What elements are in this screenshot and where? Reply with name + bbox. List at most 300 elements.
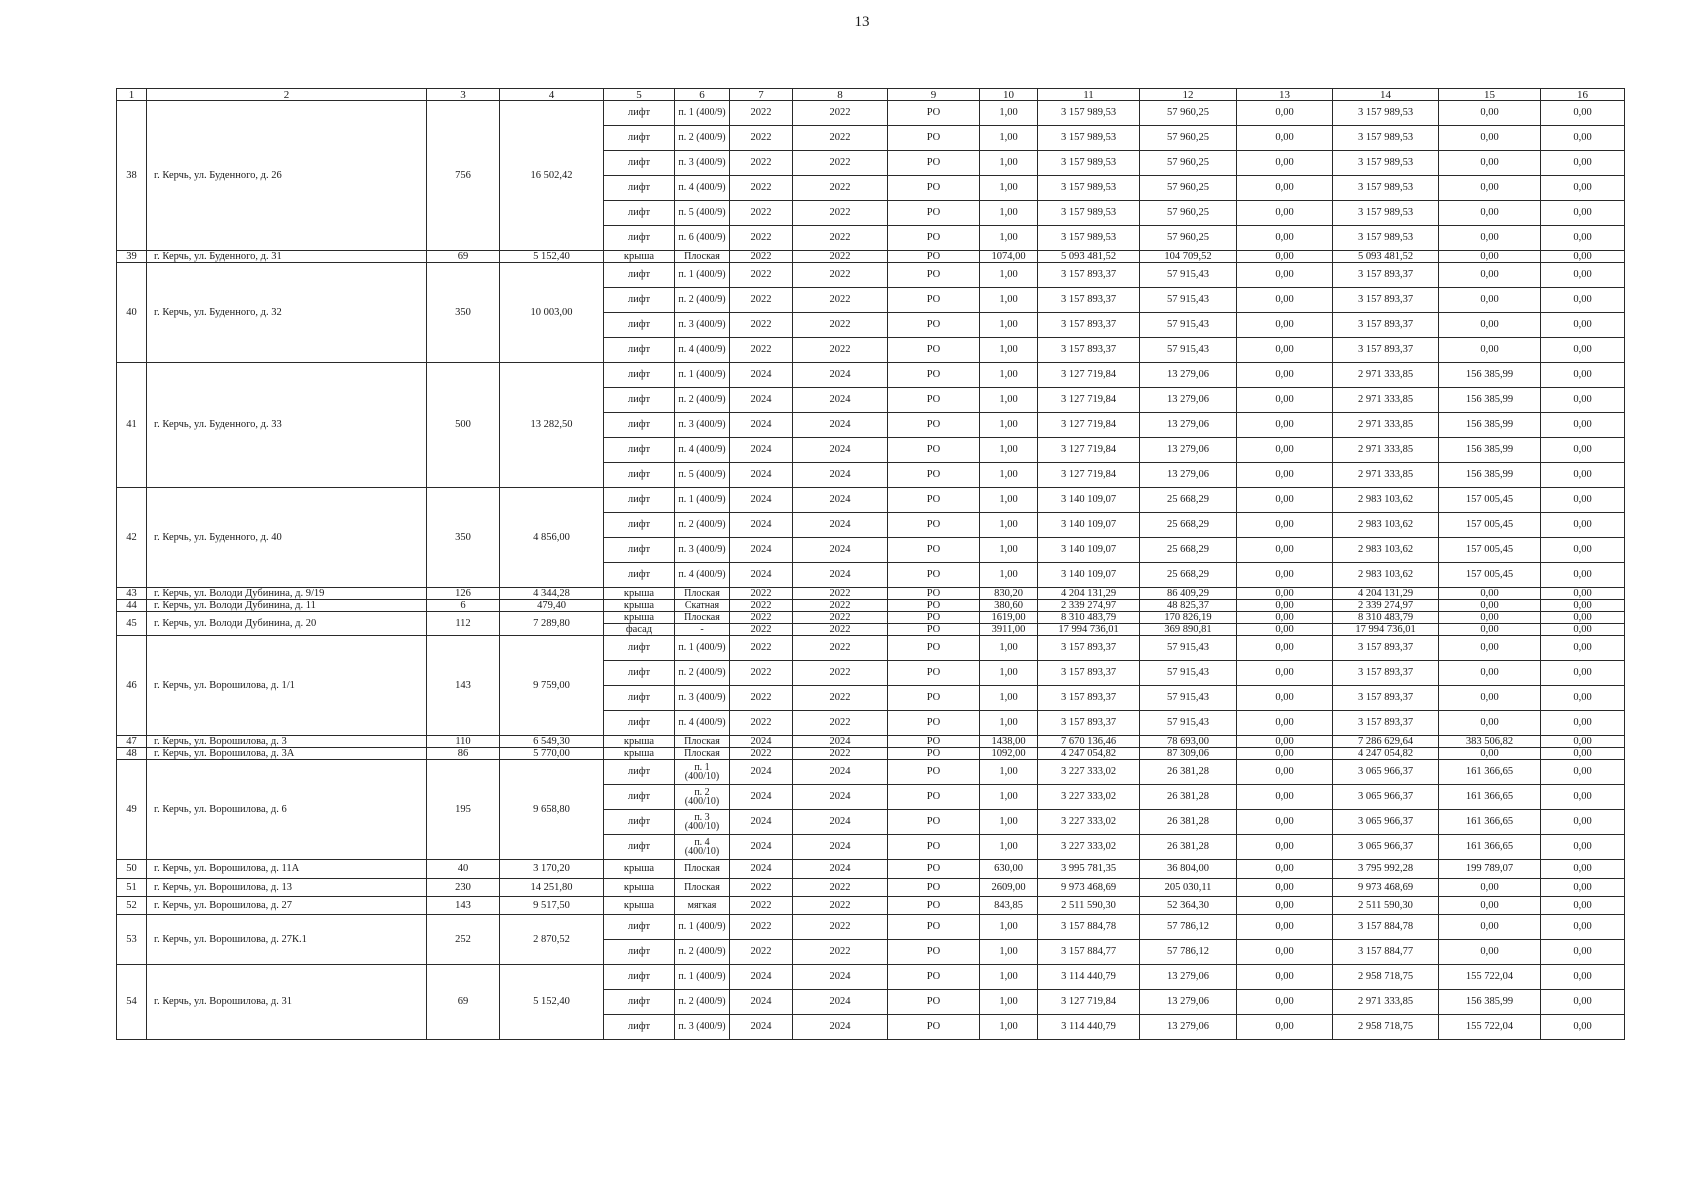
- cell-col-12: 25 668,29: [1140, 513, 1237, 538]
- house-address: г. Керчь, ул. Ворошилова, д. 1/1: [147, 636, 427, 736]
- cell-col-8: 2024: [793, 563, 888, 588]
- cell-col-13: 0,00: [1237, 201, 1333, 226]
- cell-col-10: 1,00: [980, 686, 1038, 711]
- cell-col-7: 2022: [730, 661, 793, 686]
- cell-col-12: 36 804,00: [1140, 860, 1237, 879]
- cell-col-12: 57 915,43: [1140, 636, 1237, 661]
- cell-col-7: 2022: [730, 201, 793, 226]
- table-header: [117, 89, 1625, 101]
- cell-col-11: 3 127 719,84: [1038, 990, 1140, 1015]
- cell-col-14: 2 958 718,75: [1333, 1015, 1439, 1040]
- row-number: 49: [117, 760, 147, 860]
- cell-col-9: РО: [888, 563, 980, 588]
- cell-col-14: 3 157 893,37: [1333, 338, 1439, 363]
- cell-col-9: РО: [888, 612, 980, 624]
- cell-col-8: 2022: [793, 711, 888, 736]
- cell-col-12: 57 915,43: [1140, 711, 1237, 736]
- cell-col-7: 2024: [730, 990, 793, 1015]
- cell-col-14: 3 157 884,78: [1333, 915, 1439, 940]
- cell-col-8: 2022: [793, 151, 888, 176]
- cell-col-13: 0,00: [1237, 835, 1333, 860]
- cell-col-8: 2022: [793, 251, 888, 263]
- cell-col-14: 2 983 103,62: [1333, 513, 1439, 538]
- cell-col-11: 3 157 893,37: [1038, 263, 1140, 288]
- house-address: г. Керчь, ул. Ворошилова, д. 31: [147, 965, 427, 1040]
- total-area: 5 152,40: [500, 251, 604, 263]
- house-address: г. Керчь, ул. Буденного, д. 40: [147, 488, 427, 588]
- cell-col-7: 2022: [730, 126, 793, 151]
- house-address: г. Керчь, ул. Ворошилова, д. 27: [147, 897, 427, 915]
- cell-col-13: 0,00: [1237, 463, 1333, 488]
- cell-col-11: 9 973 468,69: [1038, 879, 1140, 897]
- cell-col-5: лифт: [604, 151, 675, 176]
- cell-col-11: 17 994 736,01: [1038, 624, 1140, 636]
- row-number: 41: [117, 363, 147, 488]
- cell-col-9: РО: [888, 226, 980, 251]
- cell-col-8: 2024: [793, 438, 888, 463]
- residents-count: 195: [427, 760, 500, 860]
- house-address: г. Керчь, ул. Володи Дубинина, д. 9/19: [147, 588, 427, 600]
- cell-col-10: 1,00: [980, 1015, 1038, 1040]
- cell-col-16: 0,00: [1541, 940, 1625, 965]
- cell-col-14: 3 157 989,53: [1333, 151, 1439, 176]
- cell-col-15: 0,00: [1439, 711, 1541, 736]
- cell-col-9: РО: [888, 636, 980, 661]
- cell-col-14: 3 157 989,53: [1333, 176, 1439, 201]
- table-row: [117, 363, 1625, 388]
- row-number: 39: [117, 251, 147, 263]
- cell-col-9: РО: [888, 151, 980, 176]
- cell-col-15: 157 005,45: [1439, 538, 1541, 563]
- cell-col-10: 1,00: [980, 835, 1038, 860]
- cell-col-10: 1,00: [980, 990, 1038, 1015]
- residents-count: 252: [427, 915, 500, 965]
- page-number: 13: [854, 14, 870, 30]
- cell-col-13: 0,00: [1237, 438, 1333, 463]
- cell-col-13: 0,00: [1237, 488, 1333, 513]
- cell-col-14: 2 971 333,85: [1333, 388, 1439, 413]
- cell-col-6: Плоская: [675, 251, 730, 263]
- house-address: г. Керчь, ул. Буденного, д. 32: [147, 263, 427, 363]
- cell-col-11: 3 227 333,02: [1038, 835, 1140, 860]
- cell-col-15: 157 005,45: [1439, 488, 1541, 513]
- cell-col-8: 2022: [793, 636, 888, 661]
- cell-col-10: 1,00: [980, 463, 1038, 488]
- cell-col-14: 3 795 992,28: [1333, 860, 1439, 879]
- house-address: г. Керчь, ул. Буденного, д. 31: [147, 251, 427, 263]
- cell-col-5: лифт: [604, 463, 675, 488]
- cell-col-6: п. 3 (400/9): [675, 151, 730, 176]
- cell-col-9: РО: [888, 288, 980, 313]
- cell-col-16: 0,00: [1541, 201, 1625, 226]
- cell-col-16: 0,00: [1541, 513, 1625, 538]
- cell-col-13: 0,00: [1237, 990, 1333, 1015]
- residents-count: 350: [427, 488, 500, 588]
- cell-col-16: 0,00: [1541, 413, 1625, 438]
- cell-col-10: 1,00: [980, 513, 1038, 538]
- cell-col-14: 3 157 893,37: [1333, 288, 1439, 313]
- cell-col-5: лифт: [604, 126, 675, 151]
- cell-col-15: 157 005,45: [1439, 513, 1541, 538]
- cell-col-16: 0,00: [1541, 363, 1625, 388]
- cell-col-13: 0,00: [1237, 785, 1333, 810]
- row-number: 47: [117, 736, 147, 748]
- cell-col-16: 0,00: [1541, 897, 1625, 915]
- cell-col-5: крыша: [604, 879, 675, 897]
- cell-col-12: 48 825,37: [1140, 600, 1237, 612]
- cell-col-11: 5 093 481,52: [1038, 251, 1140, 263]
- cell-col-5: лифт: [604, 810, 675, 835]
- cell-col-16: 0,00: [1541, 810, 1625, 835]
- cell-col-7: 2022: [730, 686, 793, 711]
- cell-col-10: 1,00: [980, 313, 1038, 338]
- cell-col-16: 0,00: [1541, 736, 1625, 748]
- cell-col-5: крыша: [604, 588, 675, 600]
- cell-col-5: лифт: [604, 413, 675, 438]
- cell-col-13: 0,00: [1237, 636, 1333, 661]
- cell-col-12: 25 668,29: [1140, 488, 1237, 513]
- cell-col-10: 1,00: [980, 263, 1038, 288]
- cell-col-7: 2022: [730, 636, 793, 661]
- cell-col-7: 2024: [730, 785, 793, 810]
- cell-col-11: 3 157 989,53: [1038, 126, 1140, 151]
- row-number: 45: [117, 612, 147, 636]
- cell-col-7: 2022: [730, 711, 793, 736]
- cell-col-6: п. 4 (400/9): [675, 176, 730, 201]
- cell-col-7: 2022: [730, 600, 793, 612]
- cell-col-16: 0,00: [1541, 101, 1625, 126]
- cell-col-9: РО: [888, 388, 980, 413]
- cell-col-13: 0,00: [1237, 860, 1333, 879]
- row-number: 50: [117, 860, 147, 879]
- cell-col-13: 0,00: [1237, 226, 1333, 251]
- residents-count: 69: [427, 251, 500, 263]
- cell-col-10: 1,00: [980, 288, 1038, 313]
- cell-col-12: 87 309,06: [1140, 748, 1237, 760]
- cell-col-11: 3 157 893,37: [1038, 711, 1140, 736]
- cell-col-8: 2024: [793, 835, 888, 860]
- cell-col-6: п. 2 (400/9): [675, 990, 730, 1015]
- cell-col-9: РО: [888, 438, 980, 463]
- cell-col-13: 0,00: [1237, 388, 1333, 413]
- cell-col-16: 0,00: [1541, 463, 1625, 488]
- cell-col-14: 3 157 893,37: [1333, 661, 1439, 686]
- cell-col-12: 25 668,29: [1140, 563, 1237, 588]
- cell-col-7: 2022: [730, 588, 793, 600]
- cell-col-14: 2 971 333,85: [1333, 363, 1439, 388]
- cell-col-7: 2024: [730, 760, 793, 785]
- cell-col-6: п. 3 (400/9): [675, 538, 730, 563]
- residents-count: 350: [427, 263, 500, 363]
- cell-col-5: крыша: [604, 748, 675, 760]
- cell-col-9: РО: [888, 588, 980, 600]
- cell-col-6: п. 1 (400/9): [675, 915, 730, 940]
- cell-col-9: РО: [888, 101, 980, 126]
- cell-col-9: РО: [888, 736, 980, 748]
- cell-col-7: 2024: [730, 860, 793, 879]
- cell-col-11: 3 227 333,02: [1038, 785, 1140, 810]
- cell-col-6: п. 1 (400/9): [675, 101, 730, 126]
- cell-col-16: 0,00: [1541, 263, 1625, 288]
- cell-col-16: 0,00: [1541, 860, 1625, 879]
- cell-col-16: 0,00: [1541, 438, 1625, 463]
- cell-col-9: РО: [888, 940, 980, 965]
- cell-col-12: 13 279,06: [1140, 965, 1237, 990]
- cell-col-14: 3 157 893,37: [1333, 313, 1439, 338]
- cell-col-10: 1,00: [980, 413, 1038, 438]
- cell-col-15: 0,00: [1439, 636, 1541, 661]
- cell-col-8: 2022: [793, 588, 888, 600]
- house-address: г. Керчь, ул. Ворошилова, д. 3: [147, 736, 427, 748]
- cell-col-8: 2022: [793, 897, 888, 915]
- cell-col-12: 26 381,28: [1140, 835, 1237, 860]
- total-area: 7 289,80: [500, 612, 604, 636]
- cell-col-10: 843,85: [980, 897, 1038, 915]
- cell-col-5: фасад: [604, 624, 675, 636]
- table-row: [117, 588, 1625, 600]
- cell-col-5: лифт: [604, 760, 675, 785]
- cell-col-6: п. 1 (400/9): [675, 488, 730, 513]
- cell-col-7: 2024: [730, 363, 793, 388]
- total-area: 14 251,80: [500, 879, 604, 897]
- cell-col-10: 1,00: [980, 388, 1038, 413]
- cell-col-12: 57 915,43: [1140, 661, 1237, 686]
- row-number: 52: [117, 897, 147, 915]
- cell-col-15: 0,00: [1439, 176, 1541, 201]
- cell-col-16: 0,00: [1541, 151, 1625, 176]
- cell-col-8: 2024: [793, 513, 888, 538]
- cell-col-14: 3 157 893,37: [1333, 711, 1439, 736]
- table-row: [117, 879, 1625, 897]
- cell-col-8: 2022: [793, 288, 888, 313]
- cell-col-11: 7 670 136,46: [1038, 736, 1140, 748]
- cell-col-9: РО: [888, 176, 980, 201]
- cell-col-6: п. 4 (400/9): [675, 711, 730, 736]
- cell-col-14: 2 511 590,30: [1333, 897, 1439, 915]
- cell-col-15: 157 005,45: [1439, 563, 1541, 588]
- house-address: г. Керчь, ул. Ворошилова, д. 13: [147, 879, 427, 897]
- cell-col-9: РО: [888, 313, 980, 338]
- cell-col-6: п. 3 (400/10): [675, 810, 730, 835]
- cell-col-6: п. 4 (400/9): [675, 438, 730, 463]
- column-header: 6: [675, 89, 730, 101]
- cell-col-16: 0,00: [1541, 915, 1625, 940]
- cell-col-10: 1,00: [980, 201, 1038, 226]
- column-header: 1: [117, 89, 147, 101]
- total-area: 5 152,40: [500, 965, 604, 1040]
- cell-col-14: 3 065 966,37: [1333, 785, 1439, 810]
- cell-col-15: 0,00: [1439, 879, 1541, 897]
- cell-col-16: 0,00: [1541, 965, 1625, 990]
- cell-col-9: РО: [888, 748, 980, 760]
- cell-col-7: 2022: [730, 263, 793, 288]
- cell-col-11: 3 114 440,79: [1038, 1015, 1140, 1040]
- house-address: г. Керчь, ул. Буденного, д. 33: [147, 363, 427, 488]
- cell-col-5: лифт: [604, 176, 675, 201]
- cell-col-11: 3 140 109,07: [1038, 513, 1140, 538]
- cell-col-7: 2024: [730, 835, 793, 860]
- cell-col-14: 2 971 333,85: [1333, 463, 1439, 488]
- cell-col-9: РО: [888, 810, 980, 835]
- cell-col-12: 26 381,28: [1140, 785, 1237, 810]
- cell-col-16: 0,00: [1541, 388, 1625, 413]
- cell-col-15: 0,00: [1439, 588, 1541, 600]
- cell-col-10: 1,00: [980, 940, 1038, 965]
- column-header: 14: [1333, 89, 1439, 101]
- cell-col-13: 0,00: [1237, 736, 1333, 748]
- cell-col-10: 1,00: [980, 760, 1038, 785]
- cell-col-11: 3 140 109,07: [1038, 538, 1140, 563]
- cell-col-10: 1,00: [980, 126, 1038, 151]
- cell-col-16: 0,00: [1541, 538, 1625, 563]
- cell-col-13: 0,00: [1237, 263, 1333, 288]
- column-header: 10: [980, 89, 1038, 101]
- cell-col-9: РО: [888, 760, 980, 785]
- cell-col-13: 0,00: [1237, 176, 1333, 201]
- cell-col-14: 2 958 718,75: [1333, 965, 1439, 990]
- cell-col-11: 3 157 989,53: [1038, 201, 1140, 226]
- cell-col-13: 0,00: [1237, 363, 1333, 388]
- cell-col-11: 2 339 274,97: [1038, 600, 1140, 612]
- cell-col-14: 3 157 989,53: [1333, 126, 1439, 151]
- cell-col-9: РО: [888, 363, 980, 388]
- cell-col-8: 2022: [793, 101, 888, 126]
- cell-col-12: 57 915,43: [1140, 338, 1237, 363]
- house-address: г. Керчь, ул. Ворошилова, д. 6: [147, 760, 427, 860]
- cell-col-10: 1,00: [980, 176, 1038, 201]
- cell-col-13: 0,00: [1237, 563, 1333, 588]
- cell-col-6: п. 3 (400/9): [675, 1015, 730, 1040]
- cell-col-14: 3 157 989,53: [1333, 226, 1439, 251]
- cell-col-5: лифт: [604, 226, 675, 251]
- cell-col-13: 0,00: [1237, 538, 1333, 563]
- column-header: 2: [147, 89, 427, 101]
- total-area: 10 003,00: [500, 263, 604, 363]
- cell-col-10: 1,00: [980, 338, 1038, 363]
- cell-col-16: 0,00: [1541, 563, 1625, 588]
- residents-count: 126: [427, 588, 500, 600]
- cell-col-12: 57 786,12: [1140, 915, 1237, 940]
- cell-col-16: 0,00: [1541, 686, 1625, 711]
- cell-col-6: -: [675, 624, 730, 636]
- cell-col-9: РО: [888, 785, 980, 810]
- cell-col-7: 2022: [730, 313, 793, 338]
- cell-col-12: 170 826,19: [1140, 612, 1237, 624]
- cell-col-6: п. 6 (400/9): [675, 226, 730, 251]
- cell-col-8: 2024: [793, 463, 888, 488]
- cell-col-7: 2022: [730, 251, 793, 263]
- cell-col-7: 2022: [730, 915, 793, 940]
- table-row: [117, 860, 1625, 879]
- cell-col-5: лифт: [604, 438, 675, 463]
- total-area: 4 856,00: [500, 488, 604, 588]
- cell-col-13: 0,00: [1237, 748, 1333, 760]
- cell-col-5: лифт: [604, 563, 675, 588]
- cell-col-15: 0,00: [1439, 748, 1541, 760]
- column-header: 11: [1038, 89, 1140, 101]
- cell-col-5: лифт: [604, 785, 675, 810]
- cell-col-13: 0,00: [1237, 588, 1333, 600]
- capital-repair-table: [116, 88, 1624, 1040]
- column-header: 9: [888, 89, 980, 101]
- table-row: [117, 748, 1625, 760]
- cell-col-7: 2024: [730, 965, 793, 990]
- cell-col-12: 52 364,30: [1140, 897, 1237, 915]
- column-header: 7: [730, 89, 793, 101]
- cell-col-12: 57 915,43: [1140, 288, 1237, 313]
- cell-col-11: 3 127 719,84: [1038, 413, 1140, 438]
- column-header: 16: [1541, 89, 1625, 101]
- residents-count: 143: [427, 636, 500, 736]
- cell-col-15: 383 506,82: [1439, 736, 1541, 748]
- table-row: [117, 488, 1625, 513]
- house-address: г. Керчь, ул. Ворошилова, д. 3А: [147, 748, 427, 760]
- cell-col-6: п. 1 (400/10): [675, 760, 730, 785]
- cell-col-6: п. 4 (400/9): [675, 563, 730, 588]
- table-body: [117, 101, 1625, 1040]
- cell-col-11: 3 157 893,37: [1038, 338, 1140, 363]
- cell-col-16: 0,00: [1541, 612, 1625, 624]
- cell-col-8: 2024: [793, 965, 888, 990]
- total-area: 13 282,50: [500, 363, 604, 488]
- cell-col-5: лифт: [604, 965, 675, 990]
- cell-col-5: лифт: [604, 513, 675, 538]
- cell-col-15: 161 366,65: [1439, 810, 1541, 835]
- cell-col-14: 2 983 103,62: [1333, 538, 1439, 563]
- cell-col-12: 13 279,06: [1140, 438, 1237, 463]
- cell-col-5: лифт: [604, 835, 675, 860]
- cell-col-5: лифт: [604, 488, 675, 513]
- cell-col-14: 2 339 274,97: [1333, 600, 1439, 612]
- cell-col-6: п. 1 (400/9): [675, 263, 730, 288]
- cell-col-11: 3 127 719,84: [1038, 363, 1140, 388]
- cell-col-5: лифт: [604, 101, 675, 126]
- cell-col-8: 2022: [793, 748, 888, 760]
- cell-col-10: 1438,00: [980, 736, 1038, 748]
- column-header: 15: [1439, 89, 1541, 101]
- cell-col-13: 0,00: [1237, 686, 1333, 711]
- table-row: [117, 897, 1625, 915]
- cell-col-11: 3 995 781,35: [1038, 860, 1140, 879]
- cell-col-16: 0,00: [1541, 126, 1625, 151]
- cell-col-10: 380,60: [980, 600, 1038, 612]
- cell-col-16: 0,00: [1541, 176, 1625, 201]
- cell-col-6: п. 2 (400/9): [675, 940, 730, 965]
- cell-col-12: 13 279,06: [1140, 990, 1237, 1015]
- cell-col-14: 2 971 333,85: [1333, 413, 1439, 438]
- cell-col-15: 0,00: [1439, 686, 1541, 711]
- cell-col-6: п. 2 (400/9): [675, 661, 730, 686]
- cell-col-5: крыша: [604, 897, 675, 915]
- table-row: [117, 760, 1625, 785]
- cell-col-10: 1,00: [980, 810, 1038, 835]
- cell-col-5: лифт: [604, 915, 675, 940]
- cell-col-8: 2024: [793, 538, 888, 563]
- cell-col-5: лифт: [604, 990, 675, 1015]
- cell-col-9: РО: [888, 990, 980, 1015]
- cell-col-8: 2022: [793, 686, 888, 711]
- cell-col-13: 0,00: [1237, 151, 1333, 176]
- cell-col-7: 2024: [730, 463, 793, 488]
- cell-col-15: 161 366,65: [1439, 785, 1541, 810]
- cell-col-8: 2022: [793, 879, 888, 897]
- cell-col-14: 4 204 131,29: [1333, 588, 1439, 600]
- cell-col-6: Плоская: [675, 612, 730, 624]
- cell-col-10: 2609,00: [980, 879, 1038, 897]
- cell-col-12: 57 915,43: [1140, 313, 1237, 338]
- cell-col-9: РО: [888, 897, 980, 915]
- cell-col-15: 0,00: [1439, 201, 1541, 226]
